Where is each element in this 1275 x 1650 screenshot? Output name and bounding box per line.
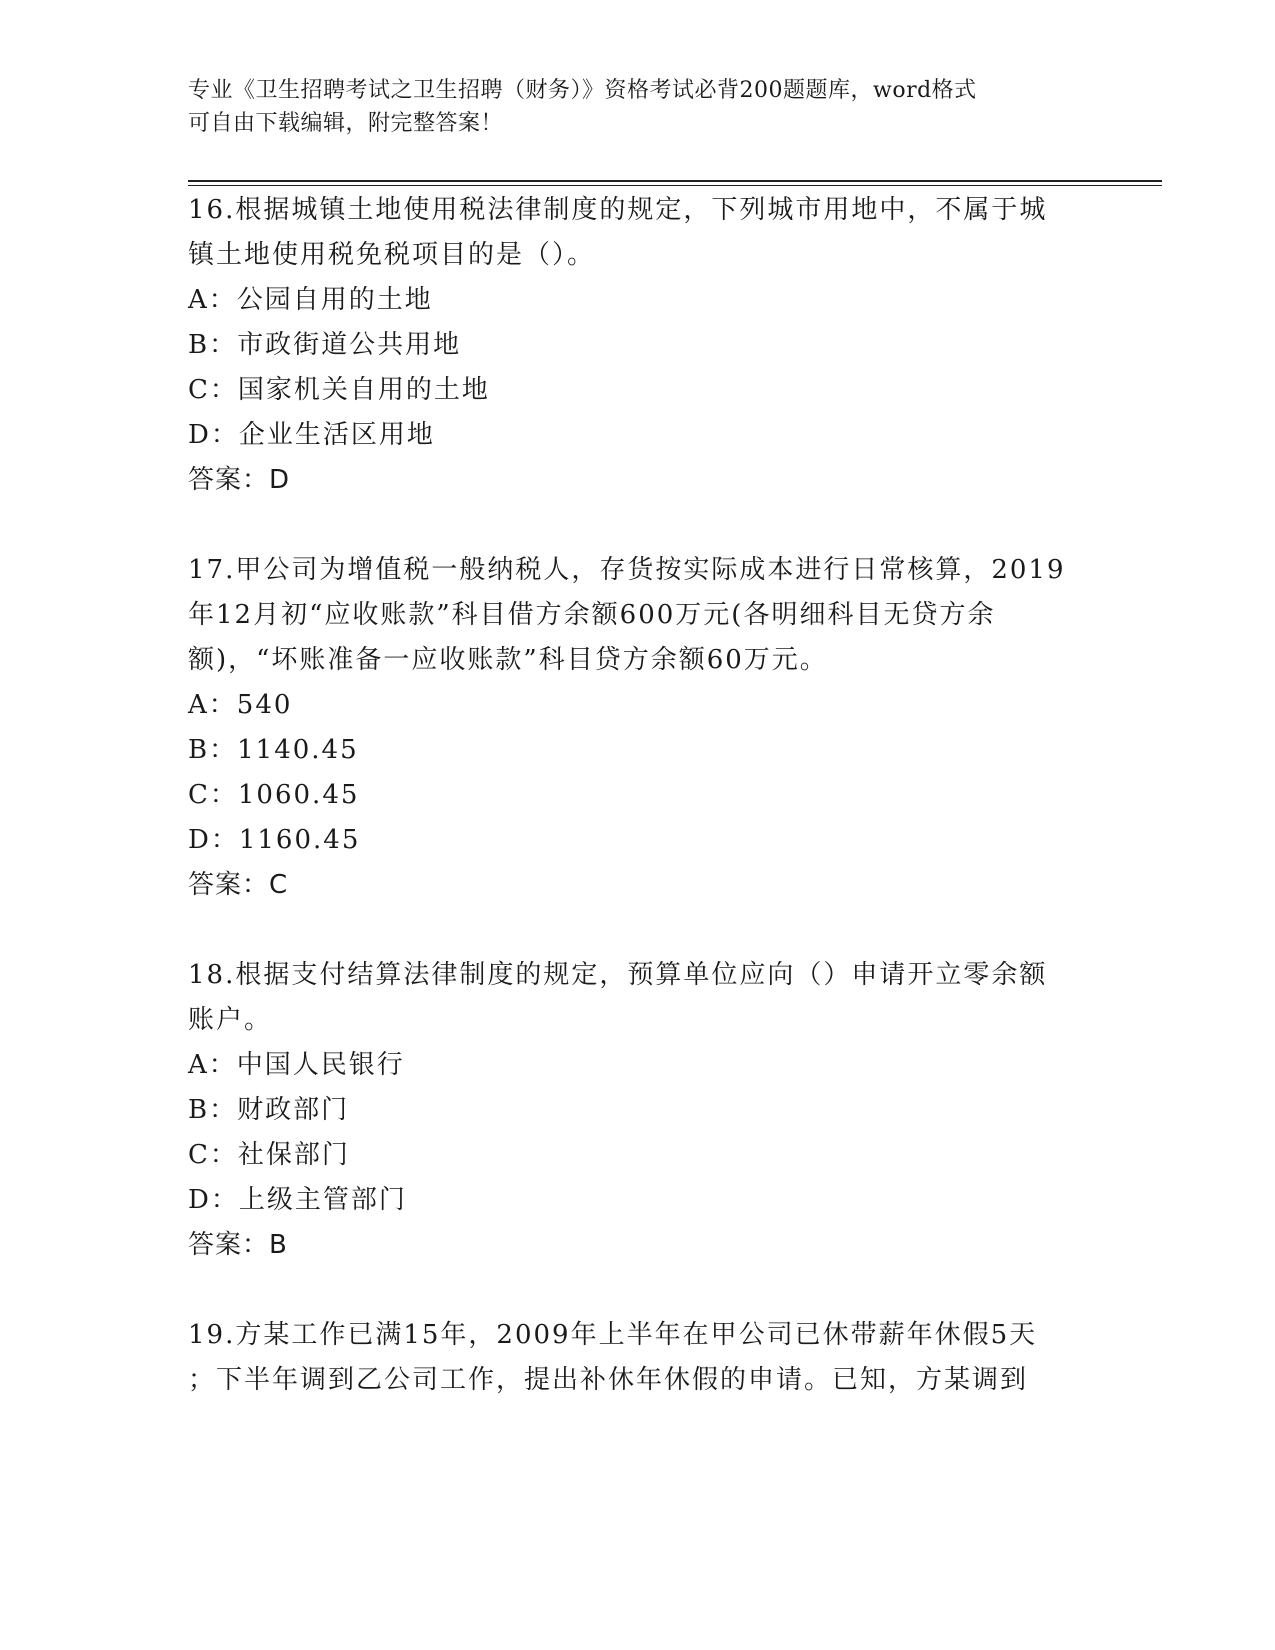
question-stem-line: 账户。 bbox=[188, 1005, 273, 1035]
question-17 bbox=[188, 548, 1078, 908]
option-c: C：社保部门 bbox=[188, 1140, 350, 1170]
header-divider-thick bbox=[188, 180, 1162, 182]
question-19 bbox=[188, 1313, 1078, 1403]
document-header bbox=[188, 74, 1088, 140]
question-stem-line: 年12月初“应收账款”科目借方余额600万元(各明细科目无贷方余 bbox=[188, 600, 996, 630]
question-stem-line: 18.根据支付结算法律制度的规定，预算单位应向（）申请开立零余额 bbox=[188, 960, 1048, 990]
option-b: B：1140.45 bbox=[188, 735, 359, 765]
option-a: A：中国人民银行 bbox=[188, 1050, 405, 1080]
header-line-1: 专业《卫生招聘考试之卫生招聘（财务）》资格考试必背200题题库，word格式 bbox=[188, 78, 977, 103]
question-list bbox=[188, 188, 1078, 1403]
option-c: C：国家机关自用的土地 bbox=[188, 375, 490, 405]
option-b: B：市政街道公共用地 bbox=[188, 330, 462, 360]
question-stem-line: 19.方某工作已满15年，2009年上半年在甲公司已休带薪年休假5天 bbox=[188, 1320, 1038, 1350]
option-b: B：财政部门 bbox=[188, 1095, 350, 1125]
question-stem-line: 镇土地使用税免税项目的是（）。 bbox=[188, 240, 596, 270]
header-line-2: 可自由下载编辑，附完整答案！ bbox=[188, 111, 504, 136]
option-a: A：公园自用的土地 bbox=[188, 285, 433, 315]
question-stem-line: 16.根据城镇土地使用税法律制度的规定，下列城市用地中，不属于城 bbox=[188, 195, 1048, 225]
question-18 bbox=[188, 953, 1078, 1268]
question-stem-line: 17.甲公司为增值税一般纳税人，存货按实际成本进行日常核算，2019 bbox=[188, 555, 1066, 585]
question-16 bbox=[188, 188, 1078, 503]
question-stem-line: ；下半年调到乙公司工作，提出补休年休假的申请。已知，方某调到 bbox=[188, 1365, 1029, 1395]
option-d: D：上级主管部门 bbox=[188, 1185, 407, 1215]
answer: 答案：B bbox=[188, 1230, 288, 1260]
option-d: D：企业生活区用地 bbox=[188, 420, 435, 450]
answer: 答案：D bbox=[188, 465, 291, 495]
header-divider-thin bbox=[188, 185, 1162, 186]
question-stem-line: 额)，“坏账准备一应收账款”科目贷方余额60万元。 bbox=[188, 645, 828, 675]
answer: 答案：C bbox=[188, 870, 289, 900]
option-a: A：540 bbox=[188, 690, 293, 720]
option-d: D：1160.45 bbox=[188, 825, 361, 855]
option-c: C：1060.45 bbox=[188, 780, 360, 810]
